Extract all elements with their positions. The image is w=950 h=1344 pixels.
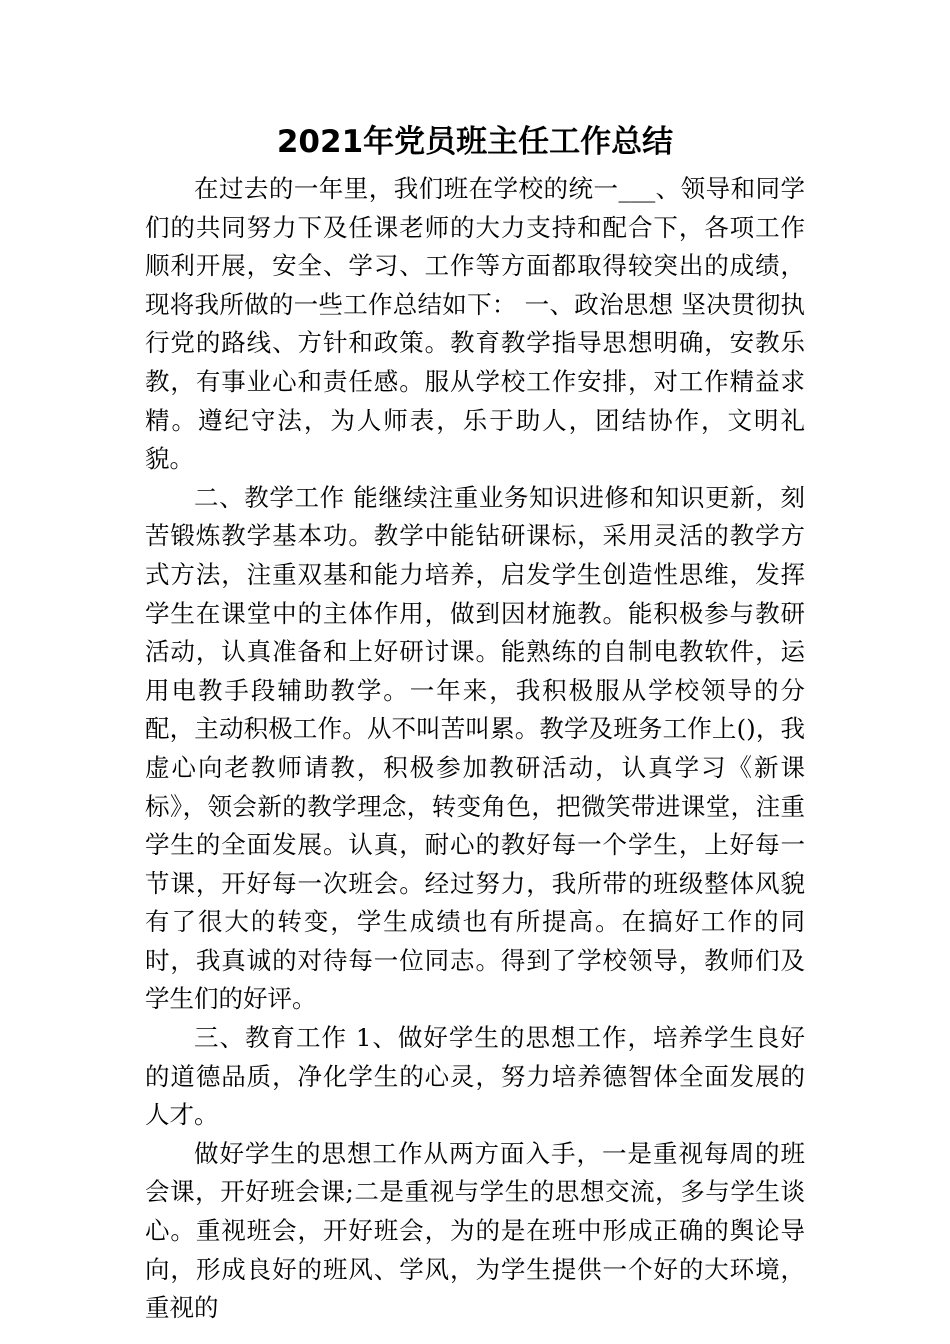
paragraph-intro-politics: 在过去的一年里，我们班在学校的统一___、领导和同学们的共同努力下及任课老师的大力支持和配合下，各项工作顺利开展，安全、学习、工作等方面都取得较突出的成绩，现将我所做的一些工作总结如下： 一、政治思想 坚决贯彻执行党的路线、方针和政策。教育教学指导思想明确，安教乐教，有事业心和责任感。服从学校工作安排，对工作精益求精。遵纪守法，为人师表，乐于助人，团结协作，文明礼貌。	[145, 174, 805, 474]
paragraph-teaching-work: 二、教学工作 能继续注重业务知识进修和知识更新，刻苦锻炼教学基本功。教学中能钻研课标，采用灵活的教学方式方法，注重双基和能力培养，启发学生创造性思维，发挥学生在课堂中的主体作用，做到因材施教。能积极参与教研活动，认真准备和上好研讨课。能熟练的自制电教软件，运用电教手段辅助教学。一年来，我积极服从学校领导的分配，主动积极工作。从不叫苦叫累。教学及班务工作上()，我虚心向老教师请教，积极参加教研活动，认真学习《新课标》，领会新的教学理念，转变角色，把微笑带进课堂，注重学生的全面发展。认真，耐心的教好每一个学生，上好每一节课，开好每一次班会。经过努力，我所带的班级整体风貌有了很大的转变，学生成绩也有所提高。在搞好工作的同时，我真诚的对待每一位同志。得到了学校领导，教师们及学生们的好评。	[145, 482, 805, 1014]
document-title: 2021年党员班主任工作总结	[276, 124, 674, 160]
paragraph-education-work: 三、教育工作 1、做好学生的思想工作，培养学生良好的道德品质，净化学生的心灵，努力培养德智体全面发展的人才。	[145, 1023, 805, 1130]
paragraph-student-thought-work: 做好学生的思想工作从两方面入手，一是重视每周的班会课，开好班会课;二是重视与学生的思想交流，多与学生谈心。重视班会，开好班会，为的是在班中形成正确的舆论导向，形成良好的班风、学风，为学生提供一个好的大环境，重视的	[145, 1138, 805, 1323]
document-body	[145, 170, 805, 1328]
